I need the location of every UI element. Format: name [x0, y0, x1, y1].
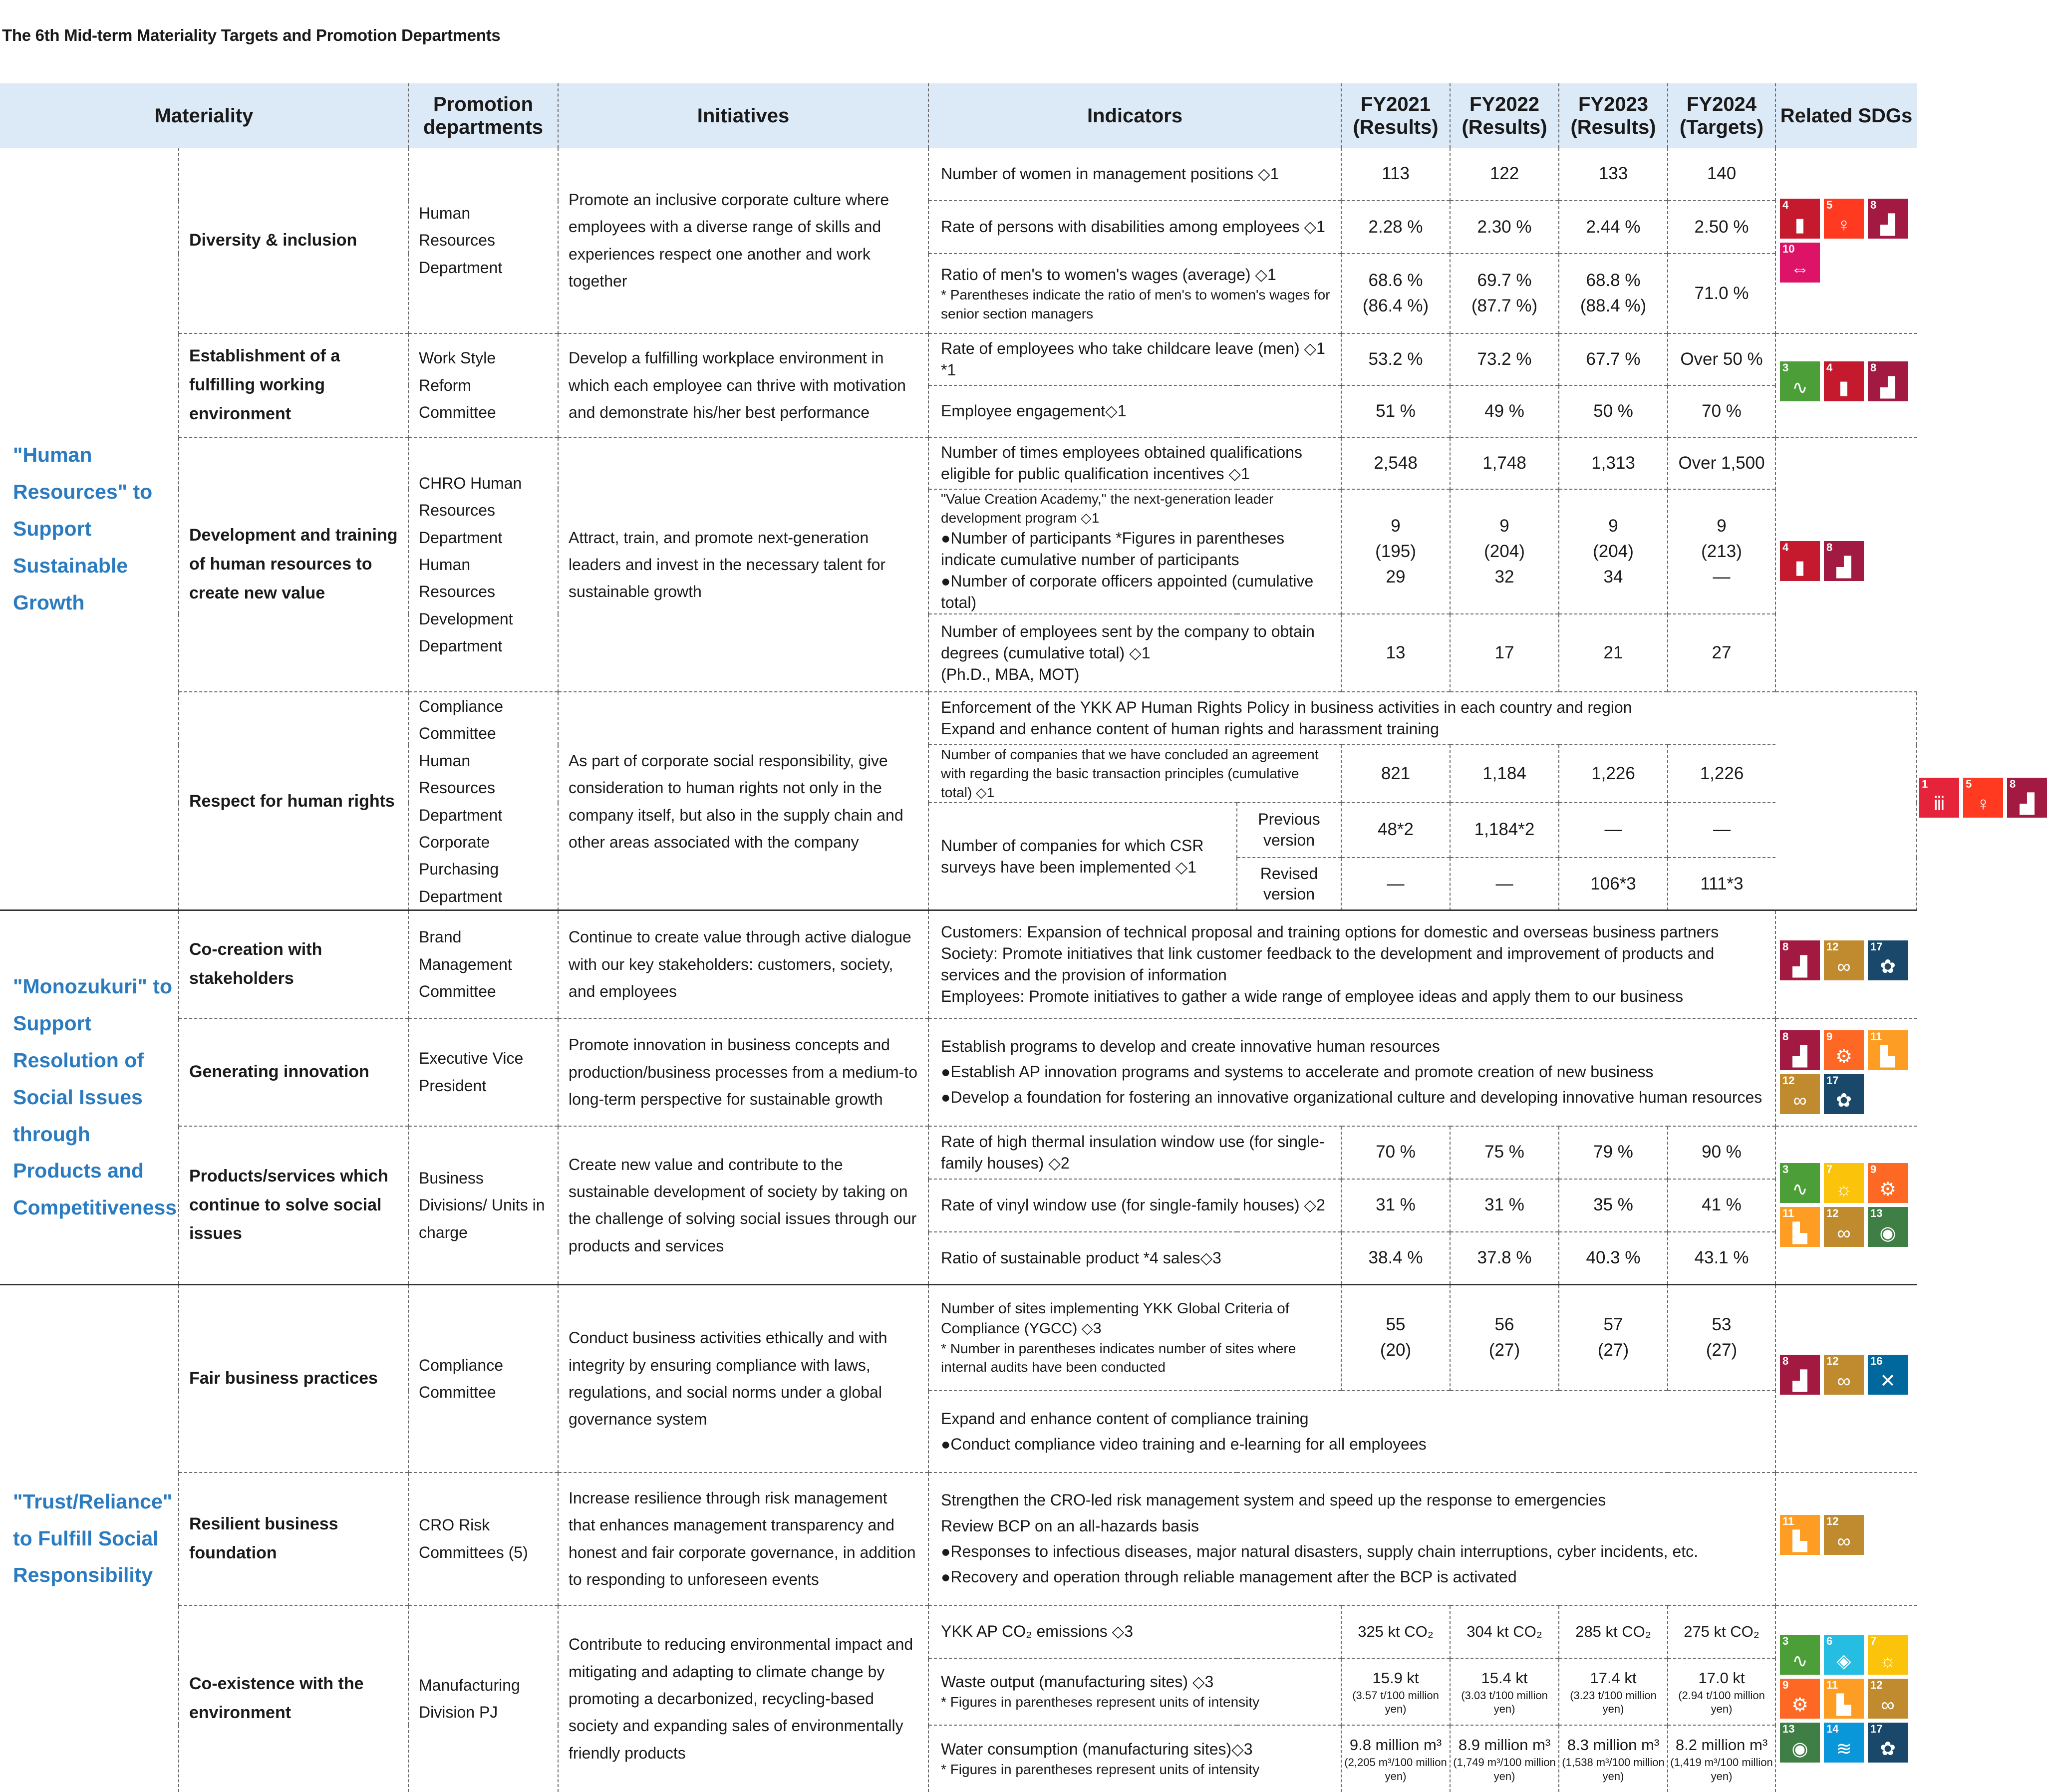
value-fy2024: 111*3 — [1668, 858, 1775, 910]
value-fy2022: 75 % — [1450, 1126, 1559, 1179]
value-fy2024: 275 kt CO₂ — [1668, 1605, 1775, 1658]
sdg-icons-diversity — [1775, 148, 1917, 333]
sdg-17-icon: 17 ✿ — [1868, 940, 1908, 980]
indicator: Customers: Expansion of technical proposal and training options for domestic and overseas business partners Society: Promote initiatives that link customer feedback to the development and improvement of products and services and the provision of information Employees: Promote initiatives to gather a wide range of employee ideas and apply them to our business — [928, 910, 1775, 1018]
indicator: Ratio of sustainable product *4 sales◇3 — [928, 1232, 1341, 1285]
sdg-3-icon: 3 ∿ — [1780, 1163, 1820, 1203]
initiative-environment: Contribute to reducing environmental impact and mitigating and adapting to climate change by promoting a decarbonized, recycling-based society and expanding sales of environmentally friendly products — [558, 1605, 928, 1792]
value-fy2024: Over 50 % — [1668, 333, 1775, 385]
dept-diversity: Human Resources Department — [408, 148, 558, 333]
indicator: Number of companies for which CSR surveys have been implemented ◇1 — [928, 803, 1237, 910]
table-row — [0, 1018, 1917, 1126]
value-fy2024: 27 — [1668, 614, 1775, 692]
sdg-9-icon: 9 ⚙ — [1868, 1163, 1908, 1203]
value-fy2024: 43.1 % — [1668, 1232, 1775, 1285]
sdg-12-icon: 12 ∞ — [1780, 1074, 1820, 1114]
value-fy2023: 285 kt CO₂ — [1559, 1605, 1668, 1658]
sdg-17-icon: 17 ✿ — [1824, 1074, 1864, 1114]
value-fy2023: 68.8 % (88.4 %) — [1559, 254, 1668, 333]
sdg-16-icon: 16 ✕ — [1868, 1355, 1908, 1395]
value-fy2022: 8.9 million m³ (1,749 m³/100 million yen) — [1450, 1725, 1559, 1792]
value-fy2023: 133 — [1559, 148, 1668, 201]
sdg-icons-environment — [1775, 1605, 1917, 1792]
sdg-9-icon: 9 ⚙ — [1824, 1030, 1864, 1070]
value-fy2023: 40.3 % — [1559, 1232, 1668, 1285]
materiality-human-rights: Respect for human rights — [179, 692, 408, 910]
initiative-fair: Conduct business activities ethically and with integrity by ensuring compliance with laws, regulations, and social norms under a global governance system — [558, 1285, 928, 1473]
sdg-6-icon: 6 ◈ — [1824, 1635, 1864, 1675]
value-fy2022: 1,184*2 — [1450, 803, 1559, 858]
header-initiatives: Initiatives — [558, 83, 928, 148]
value-fy2024: 1,226 — [1668, 745, 1775, 802]
group-label-monozukuri: "Monozukuri" to Support Resolution of Social Issues through Products and Competitiveness — [0, 910, 179, 1285]
value-fy2022: 69.7 % (87.7 %) — [1450, 254, 1559, 333]
initiative-human-rights: As part of corporate social responsibility, give consideration to human rights not only in the company itself, but also in the supply chain and other areas associated with the company — [558, 692, 928, 910]
value-fy2021: 2,548 — [1341, 437, 1450, 489]
indicator: Number of employees sent by the company to obtain degrees (cumulative total) ◇1 (Ph.D., MBA, MOT) — [928, 614, 1341, 692]
sdg-icons-innovation — [1775, 1018, 1917, 1126]
value-fy2023: 8.3 million m³ (1,538 m³/100 million yen) — [1559, 1725, 1668, 1792]
sdg-11-icon: 11 ▙ — [1868, 1030, 1908, 1070]
value-fy2023: — — [1559, 803, 1668, 858]
initiative-products: Create new value and contribute to the sustainable development of society by taking on the challenge of solving social issues through our products and services — [558, 1126, 928, 1285]
sdg-icons-fair — [1775, 1285, 1917, 1473]
sdg-1-icon: 1 ⅲ — [1919, 778, 1959, 818]
sdg-11-icon: 11 ▙ — [1780, 1515, 1820, 1555]
header-fy2021: FY2021 (Results) — [1341, 83, 1450, 148]
header-sdgs: Related SDGs — [1775, 83, 1917, 148]
dept-resilient: CRO Risk Committees (5) — [408, 1473, 558, 1605]
value-fy2021: 9 (195) 29 — [1341, 489, 1450, 614]
indicator: Number of times employees obtained qualifications eligible for public qualification incentives ◇1 — [928, 437, 1341, 489]
value-fy2021: 15.9 kt (3.57 t/100 million yen) — [1341, 1658, 1450, 1725]
sdg-icons-resilient — [1775, 1473, 1917, 1605]
initiative-diversity: Promote an inclusive corporate culture where employees with a diverse range of skills and experiences respect one another and work together — [558, 148, 928, 333]
sdg-11-icon: 11 ▙ — [1824, 1679, 1864, 1719]
dept-development: CHRO Human Resources Department Human Resources Development Department — [408, 437, 558, 692]
sdg-3-icon: 3 ∿ — [1780, 361, 1820, 401]
value-fy2023: 1,226 — [1559, 745, 1668, 802]
value-fy2024: 90 % — [1668, 1126, 1775, 1179]
sdg-7-icon: 7 ☼ — [1824, 1163, 1864, 1203]
sdg-icons-cocreation — [1775, 910, 1917, 1018]
value-fy2022: 15.4 kt (3.03 t/100 million yen) — [1450, 1658, 1559, 1725]
sdg-8-icon: 8 ▟ — [1780, 1030, 1820, 1070]
header-fy2024: FY2024 (Targets) — [1668, 83, 1775, 148]
indicator: "Value Creation Academy," the next-generation leader development program ◇1 ●Number of participants *Figures in parentheses indicate cumulative number of participants ●Number of corporate officers appointed (cumulative total) — [928, 489, 1341, 614]
value-fy2024: 70 % — [1668, 385, 1775, 437]
dept-human-rights: Compliance Committee Human Resources Department Corporate Purchasing Department — [408, 692, 558, 910]
table-row — [0, 148, 1917, 201]
dept-products: Business Divisions/ Units in charge — [408, 1126, 558, 1285]
indicator: Employee engagement◇1 — [928, 385, 1341, 437]
value-fy2022: 2.30 % — [1450, 201, 1559, 254]
sdg-11-icon: 11 ▙ — [1780, 1207, 1820, 1247]
materiality-diversity: Diversity & inclusion — [179, 148, 408, 333]
indicator: Number of women in management positions ◇1 — [928, 148, 1341, 201]
sdg-10-icon: 10 ⇔ — [1780, 243, 1820, 283]
page-title: The 6th Mid-term Materiality Targets and Promotion Departments — [2, 26, 501, 44]
sdg-5-icon: 5 ♀ — [1824, 199, 1864, 239]
table-row — [0, 333, 1917, 385]
value-fy2022: 1,748 — [1450, 437, 1559, 489]
materiality-cocreation: Co-creation with stakeholders — [179, 910, 408, 1018]
header-materiality: Materiality — [0, 83, 408, 148]
value-fy2021: 2.28 % — [1341, 201, 1450, 254]
sdg-icons-development — [1775, 437, 1917, 692]
sdg-13-icon: 13 ◉ — [1780, 1723, 1820, 1763]
dept-fair: Compliance Committee — [408, 1285, 558, 1473]
sdg-13-icon: 13 ◉ — [1868, 1207, 1908, 1247]
value-fy2021: 53.2 % — [1341, 333, 1450, 385]
materiality-resilient: Resilient business foundation — [179, 1473, 408, 1605]
sdg-8-icon: 8 ▟ — [1868, 199, 1908, 239]
group-label-trust: "Trust/Reliance" to Fulfill Social Responsibility — [0, 1285, 179, 1792]
version-revised: Revised version — [1237, 858, 1341, 910]
value-fy2023: 79 % — [1559, 1126, 1668, 1179]
value-fy2024: 140 — [1668, 148, 1775, 201]
sdg-icons-fulfilling — [1775, 333, 1917, 437]
sdg-8-icon: 8 ▟ — [1824, 541, 1864, 581]
indicator: Number of sites implementing YKK Global Criteria of Compliance (YGCC) ◇3 * Number in parentheses indicates number of sites where internal audits have been conducted — [928, 1285, 1341, 1391]
header-promotion: Promotion departments — [408, 83, 558, 148]
table-row — [0, 1605, 1917, 1658]
header-fy2023: FY2023 (Results) — [1559, 83, 1668, 148]
materiality-products: Products/services which continue to solve social issues — [179, 1126, 408, 1285]
indicator: Waste output (manufacturing sites) ◇3 * Figures in parentheses represent units of intensity — [928, 1658, 1341, 1725]
sdg-4-icon: 4 ▮ — [1780, 541, 1820, 581]
initiative-development: Attract, train, and promote next-generation leaders and invest in the necessary talent for sustainable growth — [558, 437, 928, 692]
sdg-4-icon: 4 ▮ — [1824, 361, 1864, 401]
sdg-12-icon: 12 ∞ — [1824, 1515, 1864, 1555]
dept-fulfilling: Work Style Reform Committee — [408, 333, 558, 437]
value-fy2024: — — [1668, 803, 1775, 858]
sdg-4-icon: 4 ▮ — [1780, 199, 1820, 239]
sdg-8-icon: 8 ▟ — [1868, 361, 1908, 401]
value-fy2021: — — [1341, 858, 1450, 910]
sdg-8-icon: 8 ▟ — [1780, 1355, 1820, 1395]
table-row — [0, 692, 1917, 745]
value-fy2021: 821 — [1341, 745, 1450, 802]
sdg-5-icon: 5 ♀ — [1963, 778, 2003, 818]
value-fy2021: 68.6 % (86.4 %) — [1341, 254, 1450, 333]
sdg-12-icon: 12 ∞ — [1824, 1207, 1864, 1247]
value-fy2023: 67.7 % — [1559, 333, 1668, 385]
initiative-innovation: Promote innovation in business concepts and production/business processes from a medium-to long-term perspective for sustainable growth — [558, 1018, 928, 1126]
value-fy2023: 2.44 % — [1559, 201, 1668, 254]
value-fy2024: 71.0 % — [1668, 254, 1775, 333]
value-fy2023: 35 % — [1559, 1179, 1668, 1232]
sdg-3-icon: 3 ∿ — [1780, 1635, 1820, 1675]
value-fy2024: 17.0 kt (2.94 t/100 million yen) — [1668, 1658, 1775, 1725]
sdg-icons-products — [1775, 1126, 1917, 1285]
value-fy2021: 48*2 — [1341, 803, 1450, 858]
value-fy2022: — — [1450, 858, 1559, 910]
group-label-human-resources: "Human Resources" to Support Sustainable Growth — [13, 443, 153, 614]
table-row — [0, 1126, 1917, 1179]
materiality-development: Development and training of human resources to create new value — [179, 437, 408, 692]
dept-innovation: Executive Vice President — [408, 1018, 558, 1126]
value-fy2021: 70 % — [1341, 1126, 1450, 1179]
sdg-8-icon: 8 ▟ — [1780, 940, 1820, 980]
value-fy2022: 17 — [1450, 614, 1559, 692]
value-fy2024: 53 (27) — [1668, 1285, 1775, 1391]
value-fy2023: 9 (204) 34 — [1559, 489, 1668, 614]
dept-environment: Manufacturing Division PJ — [408, 1605, 558, 1792]
value-fy2023: 50 % — [1559, 385, 1668, 437]
value-fy2023: 1,313 — [1559, 437, 1668, 489]
sdg-12-icon: 12 ∞ — [1868, 1679, 1908, 1719]
indicator: Strengthen the CRO-led risk management system and speed up the response to emergencies Review BCP on an all-hazards basis ●Responses to infectious diseases, major natural disasters, supply chain interruptions, cyber incidents, etc. ●Recovery and operation through reliable management after the BCP is activated — [928, 1473, 1775, 1605]
indicator: Rate of vinyl window use (for single-family houses) ◇2 — [928, 1179, 1341, 1232]
value-fy2021: 38.4 % — [1341, 1232, 1450, 1285]
sdg-14-icon: 14 ≋ — [1824, 1723, 1864, 1763]
value-fy2024: 41 % — [1668, 1179, 1775, 1232]
value-fy2021: 325 kt CO₂ — [1341, 1605, 1450, 1658]
sdg-9-icon: 9 ⚙ — [1780, 1679, 1820, 1719]
indicator: Enforcement of the YKK AP Human Rights Policy in business activities in each country and region Expand and enhance content of human rights and harassment training — [928, 692, 1917, 745]
value-fy2022: 73.2 % — [1450, 333, 1559, 385]
version-previous: Previous version — [1237, 803, 1341, 858]
value-fy2022: 1,184 — [1450, 745, 1559, 802]
sdg-8-icon: 8 ▟ — [2007, 778, 2047, 818]
sdg-17-icon: 17 ✿ — [1868, 1723, 1908, 1763]
value-fy2022: 122 — [1450, 148, 1559, 201]
value-fy2023: 106*3 — [1559, 858, 1668, 910]
materiality-table — [0, 83, 2035, 1792]
value-fy2021: 9.8 million m³ (2,205 m³/100 million yen) — [1341, 1725, 1450, 1792]
value-fy2022: 56 (27) — [1450, 1285, 1559, 1391]
sdg-12-icon: 12 ∞ — [1824, 1355, 1864, 1395]
value-fy2024: 2.50 % — [1668, 201, 1775, 254]
table-row — [0, 1473, 1917, 1605]
initiative-cocreation: Continue to create value through active dialogue with our key stakeholders: customers, society, and employees — [558, 910, 928, 1018]
indicator: Rate of high thermal insulation window use (for single-family houses) ◇2 — [928, 1126, 1341, 1179]
value-fy2022: 304 kt CO₂ — [1450, 1605, 1559, 1658]
value-fy2021: 55 (20) — [1341, 1285, 1450, 1391]
indicator: Rate of persons with disabilities among employees ◇1 — [928, 201, 1341, 254]
value-fy2024: 8.2 million m³ (1,419 m³/100 million yen) — [1668, 1725, 1775, 1792]
indicator: Expand and enhance content of compliance training ●Conduct compliance video training and e-learning for all employees — [928, 1391, 1775, 1473]
indicator: Ratio of men's to women's wages (average) ◇1 * Parentheses indicate the ratio of men's to women's wages for senior section managers — [928, 254, 1341, 333]
materiality-fulfilling: Establishment of a fulfilling working environment — [179, 333, 408, 437]
table-row — [0, 437, 1917, 489]
value-fy2023: 57 (27) — [1559, 1285, 1668, 1391]
value-fy2021: 51 % — [1341, 385, 1450, 437]
value-fy2022: 37.8 % — [1450, 1232, 1559, 1285]
indicator: YKK AP CO₂ emissions ◇3 — [928, 1605, 1341, 1658]
indicator: Number of companies that we have concluded an agreement with regarding the basic transaction principles (cumulative total) ◇1 — [928, 745, 1341, 802]
initiative-resilient: Increase resilience through risk management that enhances management transparency and honest and fair corporate governance, in addition to responding to unforeseen events — [558, 1473, 928, 1605]
indicator: Establish programs to develop and create innovative human resources ●Establish AP innovation programs and systems to accelerate and promote creation of new business ●Develop a foundation for fostering an innovative organizational culture and developing innovative human resources — [928, 1018, 1775, 1126]
sdg-12-icon: 12 ∞ — [1824, 940, 1864, 980]
value-fy2021: 13 — [1341, 614, 1450, 692]
header-indicators: Indicators — [928, 83, 1341, 148]
materiality-environment: Co-existence with the environment — [179, 1605, 408, 1792]
indicator: Rate of employees who take childcare leave (men) ◇1 *1 — [928, 333, 1341, 385]
indicator: Water consumption (manufacturing sites)◇3 * Figures in parentheses represent units of intensity — [928, 1725, 1341, 1792]
value-fy2021: 31 % — [1341, 1179, 1450, 1232]
header-fy2022: FY2022 (Results) — [1450, 83, 1559, 148]
value-fy2022: 49 % — [1450, 385, 1559, 437]
sdg-7-icon: 7 ☼ — [1868, 1635, 1908, 1675]
initiative-fulfilling: Develop a fulfilling workplace environment in which each employee can thrive with motivation and demonstrate his/her best performance — [558, 333, 928, 437]
dept-cocreation: Brand Management Committee — [408, 910, 558, 1018]
materiality-fair: Fair business practices — [179, 1285, 408, 1473]
table-row — [0, 1285, 1917, 1391]
value-fy2023: 21 — [1559, 614, 1668, 692]
materiality-innovation: Generating innovation — [179, 1018, 408, 1126]
header-row — [0, 83, 1917, 148]
value-fy2023: 17.4 kt (3.23 t/100 million yen) — [1559, 1658, 1668, 1725]
value-fy2024: Over 1,500 — [1668, 437, 1775, 489]
value-fy2021: 113 — [1341, 148, 1450, 201]
value-fy2022: 31 % — [1450, 1179, 1559, 1232]
value-fy2022: 9 (204) 32 — [1450, 489, 1559, 614]
value-fy2024: 9 (213) — — [1668, 489, 1775, 614]
table-row — [0, 910, 1917, 1018]
